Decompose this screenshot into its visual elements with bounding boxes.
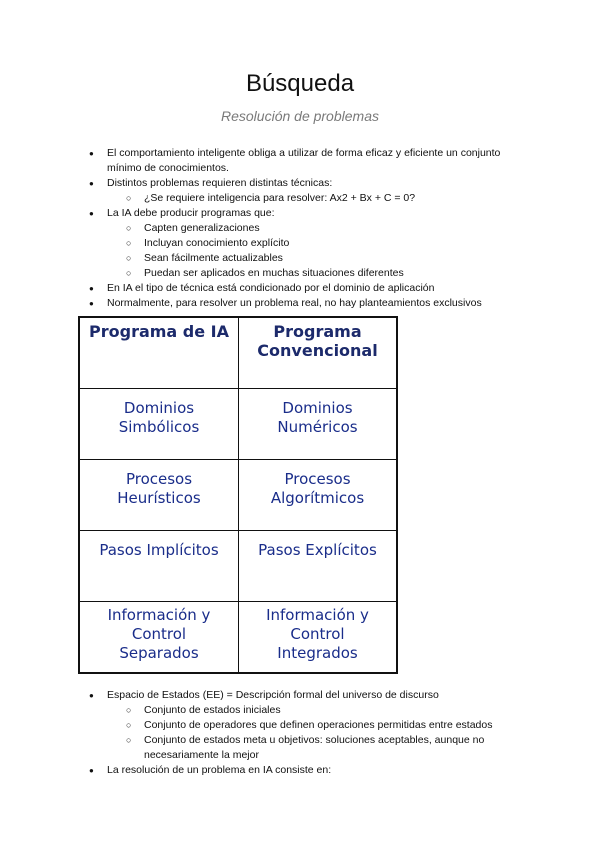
table-cell: Procesos Heurísticos bbox=[117, 470, 201, 507]
table-cell: Procesos Algorítmicos bbox=[238, 460, 396, 531]
sub-list-item: ○ Conjunto de operadores que definen operaciones permitidas entre estados bbox=[0, 718, 600, 733]
sub-list-item: ○ Capten generalizaciones bbox=[0, 221, 600, 236]
list-item: ● En IA el tipo de técnica está condicionado por el dominio de aplicación bbox=[0, 281, 527, 296]
table-cell: Pasos Explícitos bbox=[238, 531, 396, 602]
table-cell: Información y Control Integrados bbox=[238, 602, 396, 673]
header-ai-program: Programa de IA bbox=[89, 322, 229, 341]
bullet-list-2 bbox=[0, 688, 600, 778]
table-row bbox=[80, 388, 396, 460]
table-row bbox=[80, 459, 396, 531]
page-subtitle: Resolución de problemas bbox=[221, 108, 379, 124]
bullet-list bbox=[0, 146, 600, 311]
page-title: Búsqueda bbox=[245, 70, 355, 97]
sub-list-item: ○ Conjunto de estados iniciales bbox=[0, 703, 600, 718]
table-cell: Información y Control Separados bbox=[107, 606, 211, 662]
comparison-table bbox=[78, 316, 398, 674]
list-item: ● Espacio de Estados (EE) = Descripción formal del universo de discurso bbox=[0, 688, 527, 703]
table-row bbox=[80, 530, 396, 602]
sub-list-item: ○ Puedan ser aplicados en muchas situaciones diferentes bbox=[0, 266, 600, 281]
list-item: ● La IA debe producir programas que: bbox=[0, 206, 527, 221]
table-header-row bbox=[80, 318, 396, 388]
list-item bbox=[0, 176, 527, 191]
list-item: ● La resolución de un problema en IA consiste en: bbox=[0, 763, 527, 778]
sub-list-item: ○ Conjunto de estados meta u objetivos: soluciones aceptables, aunque no necesariamente la mejor bbox=[0, 733, 534, 763]
list-item: ● Normalmente, para resolver un problema real, no hay planteamientos exclusivos bbox=[0, 296, 527, 311]
table-cell: Pasos Implícitos bbox=[99, 541, 219, 559]
table-row bbox=[80, 601, 396, 673]
table-cell: Dominios Simbólicos bbox=[118, 399, 200, 436]
header-conventional-program: Programa Convencional bbox=[238, 318, 396, 388]
sub-list-item: ○ ¿Se requiere inteligencia para resolver: Ax2 + Bx + C = 0? bbox=[0, 191, 600, 206]
list-item-text: Distintos problemas requieren distintas técnicas: bbox=[107, 177, 333, 189]
table-cell: Dominios Numéricos bbox=[238, 389, 396, 460]
sub-list-item: ○ Sean fácilmente actualizables bbox=[0, 251, 600, 266]
list-item: ● El comportamiento inteligente obliga a utilizar de forma eficaz y eficiente un conjunto mínimo de conocimientos. bbox=[0, 146, 527, 176]
sub-list-item: ○ Incluyan conocimiento explícito bbox=[0, 236, 600, 251]
